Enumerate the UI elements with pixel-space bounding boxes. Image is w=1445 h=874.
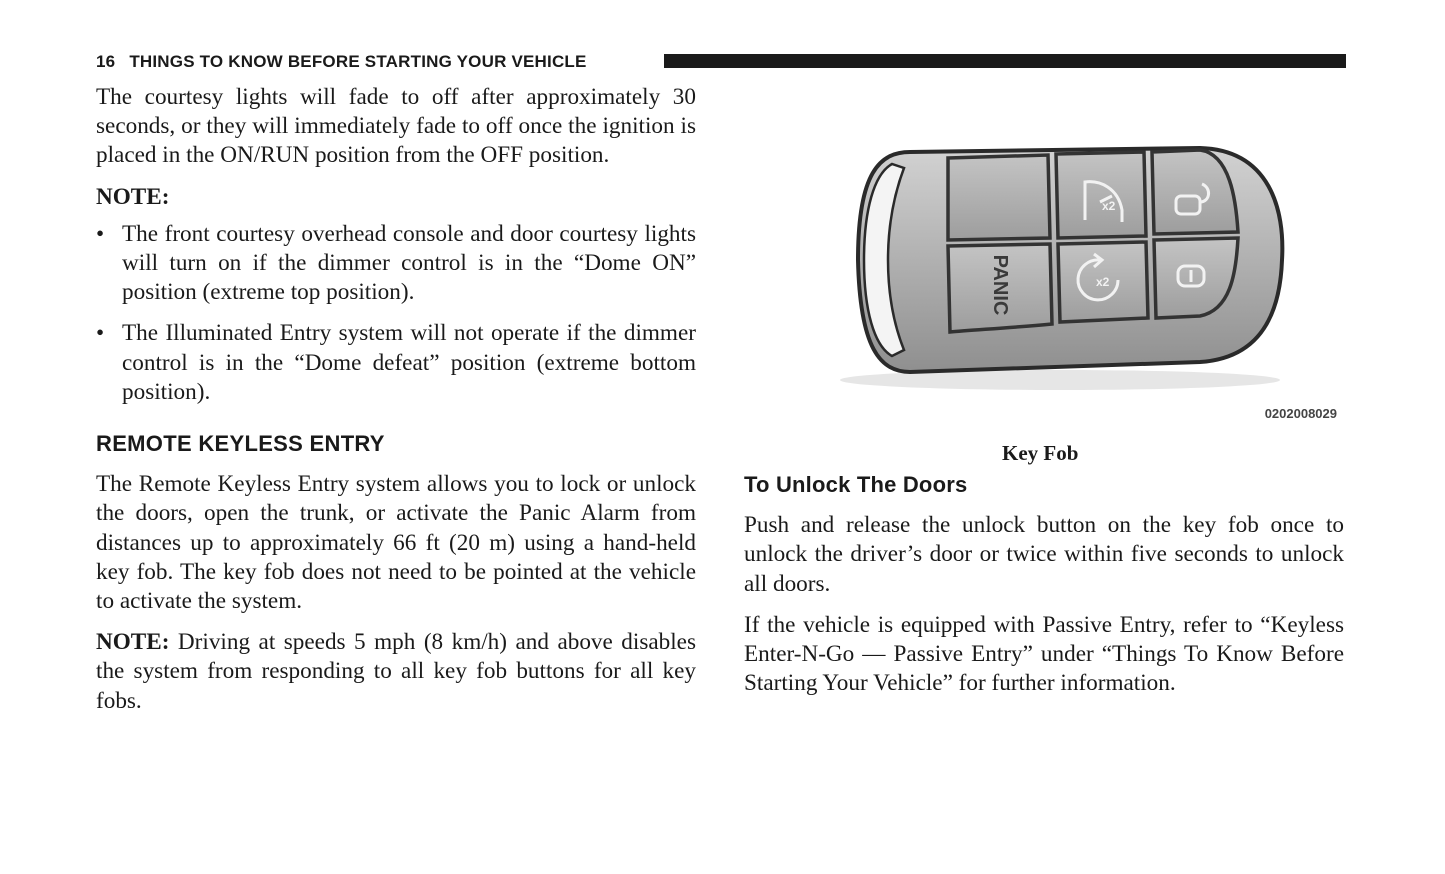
page-number: 16 bbox=[96, 52, 116, 71]
header-rule bbox=[664, 54, 1346, 68]
figure-caption: Key Fob bbox=[1002, 441, 1079, 465]
trunk-button bbox=[1056, 152, 1146, 238]
right-column bbox=[744, 470, 1344, 710]
running-header bbox=[96, 50, 1346, 72]
note-label: NOTE: bbox=[96, 629, 170, 656]
speed-note-paragraph bbox=[96, 628, 696, 716]
note-list bbox=[96, 220, 696, 407]
figure-code: 0202008029 bbox=[1264, 406, 1337, 421]
key-fob-figure bbox=[800, 110, 1345, 430]
remote-start-x2-label: x2 bbox=[1096, 275, 1110, 289]
subheading-unlock-doors: To Unlock The Doors bbox=[744, 472, 968, 497]
bullet-icon: • bbox=[96, 220, 105, 247]
list-item-text: The front courtesy overhead console and door courtesy lights will turn on if the dimmer control is in the “Dome ON” position (extreme top position). bbox=[122, 220, 696, 306]
note-heading: NOTE: bbox=[96, 183, 170, 210]
unlock-paragraph: Push and release the unlock button on the key fob once to unlock the driver’s door or twice within five seconds to unlock all doors. bbox=[744, 512, 1344, 597]
section-heading-remote-keyless-entry: REMOTE KEYLESS ENTRY bbox=[96, 431, 385, 457]
list-item bbox=[96, 220, 696, 308]
courtesy-lights-paragraph: The courtesy lights will fade to off after approximately 30 seconds, or they will immediately fade to off once the ignition is placed in the ON/RUN position from the OFF position. bbox=[96, 84, 696, 169]
note-text: Driving at speeds 5 mph (8 km/h) and above disables the system from responding to all key fob buttons for all key fobs. bbox=[96, 629, 696, 714]
header-label bbox=[96, 52, 597, 72]
left-column bbox=[96, 83, 696, 728]
key-fob-illustration bbox=[800, 110, 1345, 430]
trunk-x2-label: x2 bbox=[1102, 199, 1116, 213]
panic-label: PANIC bbox=[989, 254, 1011, 316]
section-title: THINGS TO KNOW BEFORE STARTING YOUR VEHICLE bbox=[129, 52, 587, 71]
rke-paragraph: The Remote Keyless Entry system allows you to lock or unlock the doors, open the trunk, or activate the Panic Alarm from distances up to approximately 66 ft (20 m) using a hand-held key fob. The key fob does not need to be pointed at the vehicle to activate the system. bbox=[96, 471, 696, 615]
list-item bbox=[96, 319, 696, 407]
bullet-icon: • bbox=[96, 320, 105, 347]
top-left-blank-button bbox=[948, 155, 1050, 240]
passive-entry-paragraph: If the vehicle is equipped with Passive Entry, refer to “Keyless Enter-N-Go — Passive Entry” under “Things To Know Before Starting Your Vehicle” for further information. bbox=[744, 611, 1344, 697]
list-item-text: The Illuminated Entry system will not operate if the dimmer control is in the “Dome defeat” position (extreme bottom position). bbox=[122, 320, 696, 405]
